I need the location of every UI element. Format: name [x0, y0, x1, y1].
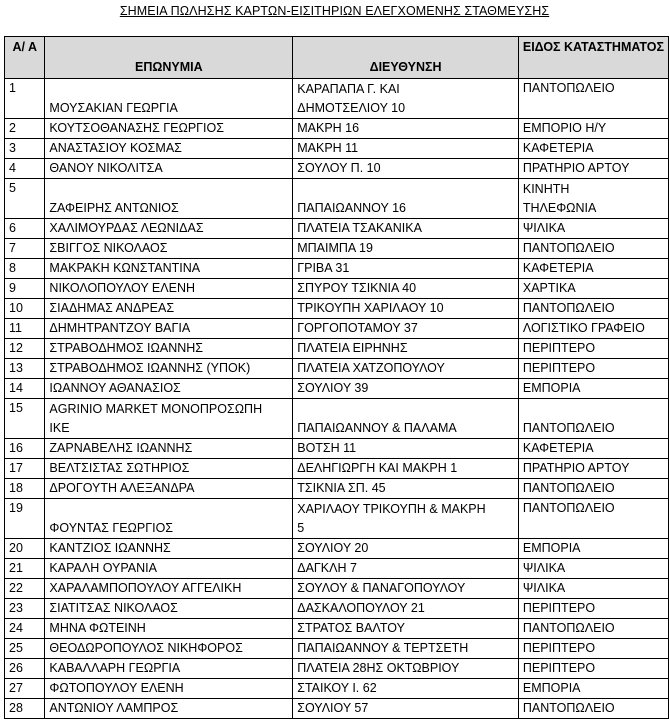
table-row: [5, 559, 669, 579]
cell-type: [518, 299, 668, 319]
cell-aa: 7: [5, 239, 45, 259]
cell-type: [518, 539, 668, 559]
cell-address-line: ΣΟΥΛΟΥ Π. 10: [297, 161, 381, 175]
cell-aa: 13: [5, 359, 45, 379]
cell-address-line: ΓΡΙΒΑ 31: [297, 261, 350, 275]
table-row: [5, 479, 669, 499]
cell-address: [293, 119, 519, 139]
cell-address: [293, 179, 519, 219]
cell-name: [45, 399, 293, 439]
cell-address-line: ΣΟΥΛΙΟΥ 57: [297, 701, 369, 715]
cell-type-line: ΠΑΝΤΟΠΩΛΕΙΟ: [522, 81, 615, 95]
cell-aa: 23: [5, 599, 45, 619]
cell-type: [518, 359, 668, 379]
cell-type: [518, 559, 668, 579]
cell-aa: 4: [5, 159, 45, 179]
cell-type-line: ΤΗΛΕΦΩΝΙΑ: [522, 201, 597, 215]
cell-type: [518, 599, 668, 619]
cell-aa: 12: [5, 339, 45, 359]
cell-type-line: ΚΑΦΕΤΕΡΙΑ: [522, 441, 594, 455]
cell-type-line: ΧΑΡΤΙΚΑ: [522, 281, 576, 295]
cell-name: ΣΙΑΤΙΤΣΑΣ ΝΙΚΟΛΑΟΣ: [45, 599, 293, 619]
cell-address-line: ΧΑΡΙΛΑΟΥ ΤΡΙΚΟΥΠΗ & ΜΑΚΡΗ: [297, 502, 486, 516]
table-row: [5, 599, 669, 619]
cell-address: [293, 679, 519, 699]
cell-aa: 26: [5, 659, 45, 679]
cell-type-line: ΠΑΝΤΟΠΩΛΕΙΟ: [522, 241, 615, 255]
cell-address: [293, 79, 519, 119]
cell-address: [293, 139, 519, 159]
cell-aa: 9: [5, 279, 45, 299]
cell-aa: 25: [5, 639, 45, 659]
header-name: ΕΠΩΝΥΜΙΑ: [45, 37, 293, 79]
cell-type-line: ΠΕΡΙΠΤΕΡΟ: [522, 601, 596, 615]
cell-type-line: ΠΑΝΤΟΠΩΛΕΙΟ: [522, 701, 615, 715]
cell-address: [293, 439, 519, 459]
cell-address: [293, 339, 519, 359]
cell-type: [518, 179, 668, 219]
table-row: [5, 139, 669, 159]
cell-address: [293, 599, 519, 619]
table-row: [5, 259, 669, 279]
cell-type-line: ΠΑΝΤΟΠΩΛΕΙΟ: [522, 421, 615, 435]
cell-type: [518, 119, 668, 139]
cell-type-line: ΨΙΛΙΚΑ: [522, 581, 566, 595]
cell-type: [518, 79, 668, 119]
cell-type: [518, 319, 668, 339]
cell-type-line: ΠΕΡΙΠΤΕΡΟ: [522, 341, 596, 355]
table-row: [5, 319, 669, 339]
cell-address: [293, 299, 519, 319]
cell-type-line: ΠΑΝΤΟΠΩΛΕΙΟ: [522, 621, 615, 635]
cell-name: ΖΑΡΝΑΒΕΛΗΣ ΙΩΑΝΝΗΣ: [45, 439, 293, 459]
cell-address: [293, 619, 519, 639]
cell-address-line: ΣΟΥΛΟΥ & ΠΑΝΑΓΟΠΟΥΛΟΥ: [297, 581, 466, 595]
cell-address-line: ΔΗΜΟΤΣΕΛΙΟΥ 10: [297, 101, 406, 115]
sales-points-table: [4, 36, 669, 719]
cell-type-line: ΚΑΦΕΤΕΡΙΑ: [522, 261, 594, 275]
table-row: [5, 179, 669, 219]
cell-aa: 21: [5, 559, 45, 579]
cell-address: [293, 319, 519, 339]
cell-name: ΚΑΒΑΛΛΑΡΗ ΓΕΩΡΓΙΑ: [45, 659, 293, 679]
cell-address-line: ΒΟΤΣΗ 11: [297, 441, 357, 455]
cell-address: [293, 379, 519, 399]
cell-address: [293, 659, 519, 679]
cell-address-line: ΓΟΡΓΟΠΟΤΑΜΟΥ 37: [297, 321, 418, 335]
table-row: [5, 159, 669, 179]
cell-address-line: ΤΡΙΚΟΥΠΗ ΧΑΡΙΛΑΟΥ 10: [297, 301, 444, 315]
cell-address-line: ΣΟΥΛΙΟΥ 20: [297, 541, 369, 555]
cell-name: ΧΑΛΙΜΟΥΡΔΑΣ ΛΕΩΝΙΔΑΣ: [45, 219, 293, 239]
cell-address: [293, 159, 519, 179]
table-row: [5, 659, 669, 679]
cell-type: [518, 579, 668, 599]
cell-type-line: ΠΕΡΙΠΤΕΡΟ: [522, 361, 596, 375]
cell-address-line: ΜΑΚΡΗ 16: [297, 121, 360, 135]
cell-name: ΣΒΙΓΓΟΣ ΝΙΚΟΛΑΟΣ: [45, 239, 293, 259]
cell-aa: 24: [5, 619, 45, 639]
cell-address-line: ΠΑΠΑΙΩΑΝΝΟΥ & ΤΕΡΤΣΕΤΗ: [297, 641, 469, 655]
page-title: ΣΗΜΕΙΑ ΠΩΛΗΣΗΣ ΚΑΡΤΩΝ-ΕΙΣΙΤΗΡΙΩΝ ΕΛΕΓΧΟΜΕΝΗΣ ΣΤΑΘΜΕΥΣΗΣ: [119, 4, 550, 18]
cell-name: ΣΙΑΔΗΜΑΣ ΑΝΔΡΕΑΣ: [45, 299, 293, 319]
cell-address: [293, 399, 519, 439]
cell-name: ΑΝΑΣΤΑΣΙΟΥ ΚΟΣΜΑΣ: [45, 139, 293, 159]
cell-name: ΣΤΡΑΒΟΔΗΜΟΣ ΙΩΑΝΝΗΣ: [45, 339, 293, 359]
cell-type: [518, 399, 668, 439]
cell-name: ΖΑΦΕΙΡΗΣ ΑΝΤΩΝΙΟΣ: [45, 179, 293, 219]
cell-address: [293, 359, 519, 379]
cell-aa: 10: [5, 299, 45, 319]
cell-address-line: ΚΑΡΑΠΑΠΑ Γ. ΚΑΙ: [297, 82, 400, 96]
cell-aa: 18: [5, 479, 45, 499]
cell-address: [293, 579, 519, 599]
cell-aa: 19: [5, 499, 45, 539]
header-aa-line2: Α: [27, 40, 37, 54]
cell-address-line: ΣΟΥΛΙΟΥ 39: [297, 381, 369, 395]
table-row: [5, 219, 669, 239]
cell-type: [518, 159, 668, 179]
cell-name: ΜΟΥΣΑΚΙΑΝ ΓΕΩΡΓΙΑ: [45, 79, 293, 119]
cell-address-line: ΜΠΑΙΜΠΑ 19: [297, 241, 373, 255]
cell-type: [518, 339, 668, 359]
table-row: [5, 299, 669, 319]
cell-aa: 3: [5, 139, 45, 159]
cell-address-line: ΔΑΣΚΑΛΟΠΟΥΛΟΥ 21: [297, 601, 425, 615]
header-aa-line1: Α/: [12, 40, 25, 54]
cell-aa: 22: [5, 579, 45, 599]
cell-aa: 5: [5, 179, 45, 219]
cell-address-line: ΠΛΑΤΕΙΑ ΤΣΑΚΑΝΙΚΑ: [297, 221, 422, 235]
header-aa: [5, 37, 45, 79]
table-row: [5, 699, 669, 719]
cell-address-line: ΠΛΑΤΕΙΑ 28ΗΣ ΟΚΤΩΒΡΙΟΥ: [297, 661, 460, 675]
cell-address: [293, 479, 519, 499]
cell-type: [518, 619, 668, 639]
header-address: ΔΙΕΥΘΥΝΣΗ: [293, 37, 519, 79]
cell-aa: 15: [5, 399, 45, 439]
cell-type-line: ΠΑΝΤΟΠΩΛΕΙΟ: [522, 501, 615, 515]
cell-address: [293, 559, 519, 579]
cell-type-line: ΚΙΝΗΤΗ: [522, 182, 570, 196]
table-row: [5, 359, 669, 379]
cell-type-line: ΠΡΑΤΗΡΙΟ ΑΡΤΟΥ: [522, 461, 630, 475]
cell-type-line: ΛΟΓΙΣΤΙΚΟ ΓΡΑΦΕΙΟ: [522, 321, 645, 335]
cell-address: [293, 259, 519, 279]
cell-type: [518, 499, 668, 539]
cell-name: ΔΗΜΗΤΡΑΝΤΖΟΥ ΒΑΓΙΑ: [45, 319, 293, 339]
table-row: [5, 619, 669, 639]
cell-type: [518, 139, 668, 159]
cell-type-line: ΠΑΝΤΟΠΩΛΕΙΟ: [522, 481, 615, 495]
cell-aa: 28: [5, 699, 45, 719]
cell-type: [518, 379, 668, 399]
cell-name-line: AGRINIO MARKET ΜΟΝΟΠΡΟΣΩΠΗ: [49, 402, 263, 416]
cell-name: ΜΑΚΡΑΚΗ ΚΩΝΣΤΑΝΤΙΝΑ: [45, 259, 293, 279]
table-row: [5, 539, 669, 559]
cell-type: [518, 239, 668, 259]
cell-address: [293, 219, 519, 239]
cell-type-line: ΚΑΦΕΤΕΡΙΑ: [522, 141, 594, 155]
cell-type: [518, 459, 668, 479]
cell-address: [293, 699, 519, 719]
cell-address: [293, 459, 519, 479]
cell-type: [518, 679, 668, 699]
cell-address: [293, 279, 519, 299]
cell-type-line: ΕΜΠΟΡΙΑ: [522, 381, 581, 395]
cell-aa: 8: [5, 259, 45, 279]
cell-address-line: 5: [297, 521, 305, 535]
table-row: [5, 579, 669, 599]
table-row: [5, 439, 669, 459]
cell-address-line: ΔΕΛΗΓΙΩΡΓΗ ΚΑΙ ΜΑΚΡΗ 1: [297, 461, 458, 475]
cell-type-line: ΠΕΡΙΠΤΕΡΟ: [522, 641, 596, 655]
table-row: [5, 639, 669, 659]
cell-address-line: ΣΤΑΙΚΟΥ Ι. 62: [297, 681, 377, 695]
cell-aa: 6: [5, 219, 45, 239]
cell-name: ΘΕΟΔΩΡΟΠΟΥΛΟΣ ΝΙΚΗΦΟΡΟΣ: [45, 639, 293, 659]
cell-name: ΦΩΤΟΠΟΥΛΟΥ ΕΛΕΝΗ: [45, 679, 293, 699]
cell-type-line: ΨΙΛΙΚΑ: [522, 221, 566, 235]
table-row: [5, 399, 669, 439]
header-type: [518, 37, 668, 79]
header-row: [5, 37, 669, 79]
cell-address-line: ΜΑΚΡΗ 11: [297, 141, 359, 155]
cell-type-line: ΠΑΝΤΟΠΩΛΕΙΟ: [522, 301, 615, 315]
cell-type: [518, 479, 668, 499]
cell-type: [518, 219, 668, 239]
cell-type: [518, 639, 668, 659]
cell-type: [518, 659, 668, 679]
cell-address: [293, 539, 519, 559]
cell-address: [293, 639, 519, 659]
cell-name: ΚΟΥΤΣΟΘΑΝΑΣΗΣ ΓΕΩΡΓΙΟΣ: [45, 119, 293, 139]
table-row: [5, 679, 669, 699]
table-row: [5, 119, 669, 139]
cell-aa: 2: [5, 119, 45, 139]
cell-aa: 27: [5, 679, 45, 699]
cell-type-line: ΨΙΛΙΚΑ: [522, 561, 566, 575]
cell-type: [518, 439, 668, 459]
cell-address: [293, 499, 519, 539]
table-row: [5, 379, 669, 399]
cell-aa: 20: [5, 539, 45, 559]
cell-name: ΧΑΡΑΛΑΜΠΟΠΟΥΛΟΥ ΑΓΓΕΛΙΚΗ: [45, 579, 293, 599]
cell-aa: 17: [5, 459, 45, 479]
cell-type: [518, 699, 668, 719]
cell-address-line: ΣΠΥΡΟΥ ΤΣΙΚΝΙΑ 40: [297, 281, 417, 295]
table-row: [5, 79, 669, 119]
cell-type-line: ΠΕΡΙΠΤΕΡΟ: [522, 661, 596, 675]
cell-address-line: ΠΛΑΤΕΙΑ ΧΑΤΖΟΠΟΥΛΟΥ: [297, 361, 445, 375]
cell-type-line: ΕΜΠΟΡΙΑ: [522, 681, 581, 695]
cell-name: ΝΙΚΟΛΟΠΟΥΛΟΥ ΕΛΕΝΗ: [45, 279, 293, 299]
cell-name: ΑΝΤΩΝΙΟΥ ΛΑΜΠΡΟΣ: [45, 699, 293, 719]
cell-address-line: ΤΣΙΚΝΙΑ ΣΠ. 45: [297, 481, 386, 495]
table-body: [5, 79, 669, 719]
cell-name: ΒΕΛΤΣΙΣΤΑΣ ΣΩΤΗΡΙΟΣ: [45, 459, 293, 479]
cell-name-line: ΙΚΕ: [49, 421, 70, 435]
cell-aa: 14: [5, 379, 45, 399]
table-row: [5, 459, 669, 479]
cell-name: ΙΩΑΝΝΟΥ ΑΘΑΝΑΣΙΟΣ: [45, 379, 293, 399]
cell-name: ΦΟΥΝΤΑΣ ΓΕΩΡΓΙΟΣ: [45, 499, 293, 539]
cell-name: ΘΑΝΟΥ ΝΙΚΟΛΙΤΣΑ: [45, 159, 293, 179]
cell-aa: 11: [5, 319, 45, 339]
cell-name: ΔΡΟΓΟΥΤΗ ΑΛΕΞΑΝΔΡΑ: [45, 479, 293, 499]
cell-address-line: ΔΑΓΚΛΗ 7: [297, 561, 357, 575]
table-row: [5, 499, 669, 539]
cell-name: ΜΗΝΑ ΦΩΤΕΙΝΗ: [45, 619, 293, 639]
table-row: [5, 239, 669, 259]
cell-name: ΣΤΡΑΒΟΔΗΜΟΣ ΙΩΑΝΝΗΣ (ΥΠΟΚ): [45, 359, 293, 379]
cell-address-line: ΠΑΠΑΙΩΑΝΝΟΥ 16: [297, 201, 406, 215]
cell-address-line: ΠΛΑΤΕΙΑ ΕΙΡΗΝΗΣ: [297, 341, 408, 355]
header-type-line1: ΕΙΔΟΣ: [522, 40, 561, 54]
cell-type: [518, 259, 668, 279]
cell-address-line: ΣΤΡΑΤΟΣ ΒΑΛΤΟΥ: [297, 621, 405, 635]
header-type-line2: ΚΑΤΑΣΤΗΜΑΤΟΣ: [564, 40, 664, 54]
cell-address-line: ΠΑΠΑΙΩΑΝΝΟΥ & ΠΑΛΑΜΑ: [297, 421, 457, 435]
table-row: [5, 279, 669, 299]
table-row: [5, 339, 669, 359]
cell-type-line: ΠΡΑΤΗΡΙΟ ΑΡΤΟΥ: [522, 161, 630, 175]
cell-type-line: ΕΜΠΟΡΙΑ: [522, 541, 581, 555]
cell-type: [518, 279, 668, 299]
cell-aa: 1: [5, 79, 45, 119]
cell-address: [293, 239, 519, 259]
cell-type-line: ΕΜΠΟΡΙΟ Η/Υ: [522, 121, 607, 135]
cell-name: ΚΑΡΑΛΗ ΟΥΡΑΝΙΑ: [45, 559, 293, 579]
cell-aa: 16: [5, 439, 45, 459]
cell-name: ΚΑΝΤΖΙΟΣ ΙΩΑΝΝΗΣ: [45, 539, 293, 559]
